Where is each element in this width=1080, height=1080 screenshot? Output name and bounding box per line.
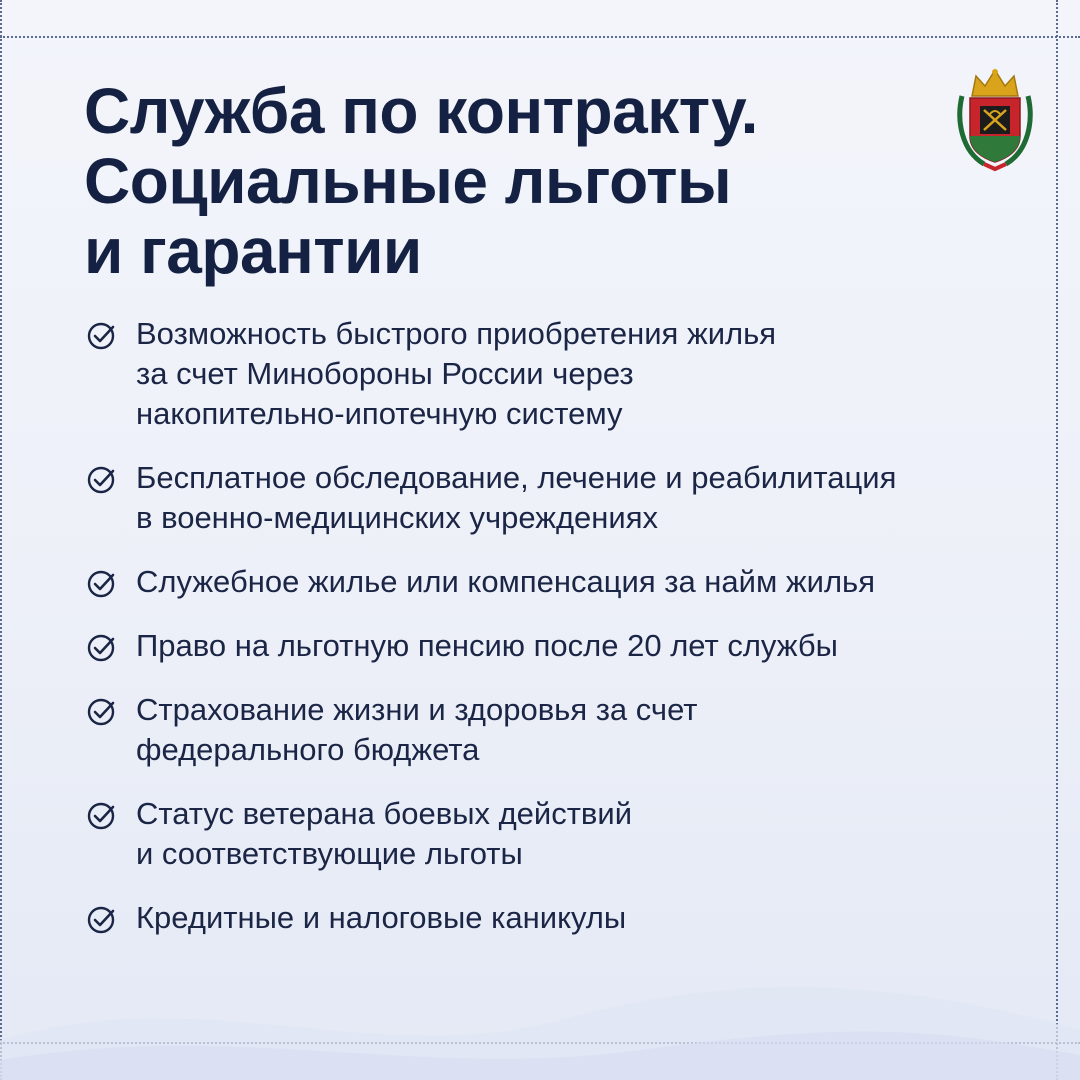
check-circle-icon <box>86 633 116 663</box>
benefit-text <box>136 898 1040 938</box>
check-circle-icon <box>86 569 116 599</box>
list-item <box>80 562 1040 602</box>
benefit-line: в военно-медицинских учреждениях <box>136 500 659 535</box>
benefit-line: Кредитные и налоговые каникулы <box>136 900 627 935</box>
benefit-text <box>136 458 1040 538</box>
page-title <box>84 76 934 286</box>
benefit-line: Возможность быстрого приобретения жилья <box>136 316 777 351</box>
check-circle-icon <box>86 465 116 495</box>
frame-bottom-dotted-line <box>0 1042 1080 1044</box>
title-line-1: Служба по контракту. <box>84 75 758 147</box>
benefit-line: федерального бюджета <box>136 732 480 767</box>
title-line-3: и гарантии <box>84 215 422 287</box>
list-item <box>80 794 1040 874</box>
list-item <box>80 458 1040 538</box>
benefit-line: Страхование жизни и здоровья за счет <box>136 692 698 727</box>
check-circle-icon <box>86 321 116 351</box>
check-circle-icon <box>86 801 116 831</box>
check-circle-icon <box>86 905 116 935</box>
benefit-line: Статус ветерана боевых действий <box>136 796 633 831</box>
list-item <box>80 314 1040 434</box>
title-line-2: Социальные льготы <box>84 145 732 217</box>
kemerovo-coat-of-arms-icon <box>954 66 1036 172</box>
list-item <box>80 690 1040 770</box>
frame-top-dotted-line <box>0 36 1080 38</box>
benefit-text <box>136 690 1040 770</box>
benefit-text <box>136 626 1040 666</box>
benefit-line: за счет Минобороны России через <box>136 356 634 391</box>
benefit-line: и соответствующие льготы <box>136 836 523 871</box>
benefit-line: накопительно-ипотечную систему <box>136 396 623 431</box>
list-item <box>80 626 1040 666</box>
frame-left-dotted-line <box>0 0 2 1080</box>
list-item <box>80 898 1040 938</box>
benefit-text <box>136 562 1040 602</box>
benefit-text <box>136 314 1040 434</box>
benefit-line: Право на льготную пенсию после 20 лет службы <box>136 628 838 663</box>
benefit-line: Бесплатное обследование, лечение и реабилитация <box>136 460 897 495</box>
benefit-line: Служебное жилье или компенсация за найм жилья <box>136 564 875 599</box>
benefit-text <box>136 794 1040 874</box>
check-circle-icon <box>86 697 116 727</box>
frame-right-dotted-line <box>1056 0 1058 1080</box>
benefits-list <box>80 314 1040 962</box>
